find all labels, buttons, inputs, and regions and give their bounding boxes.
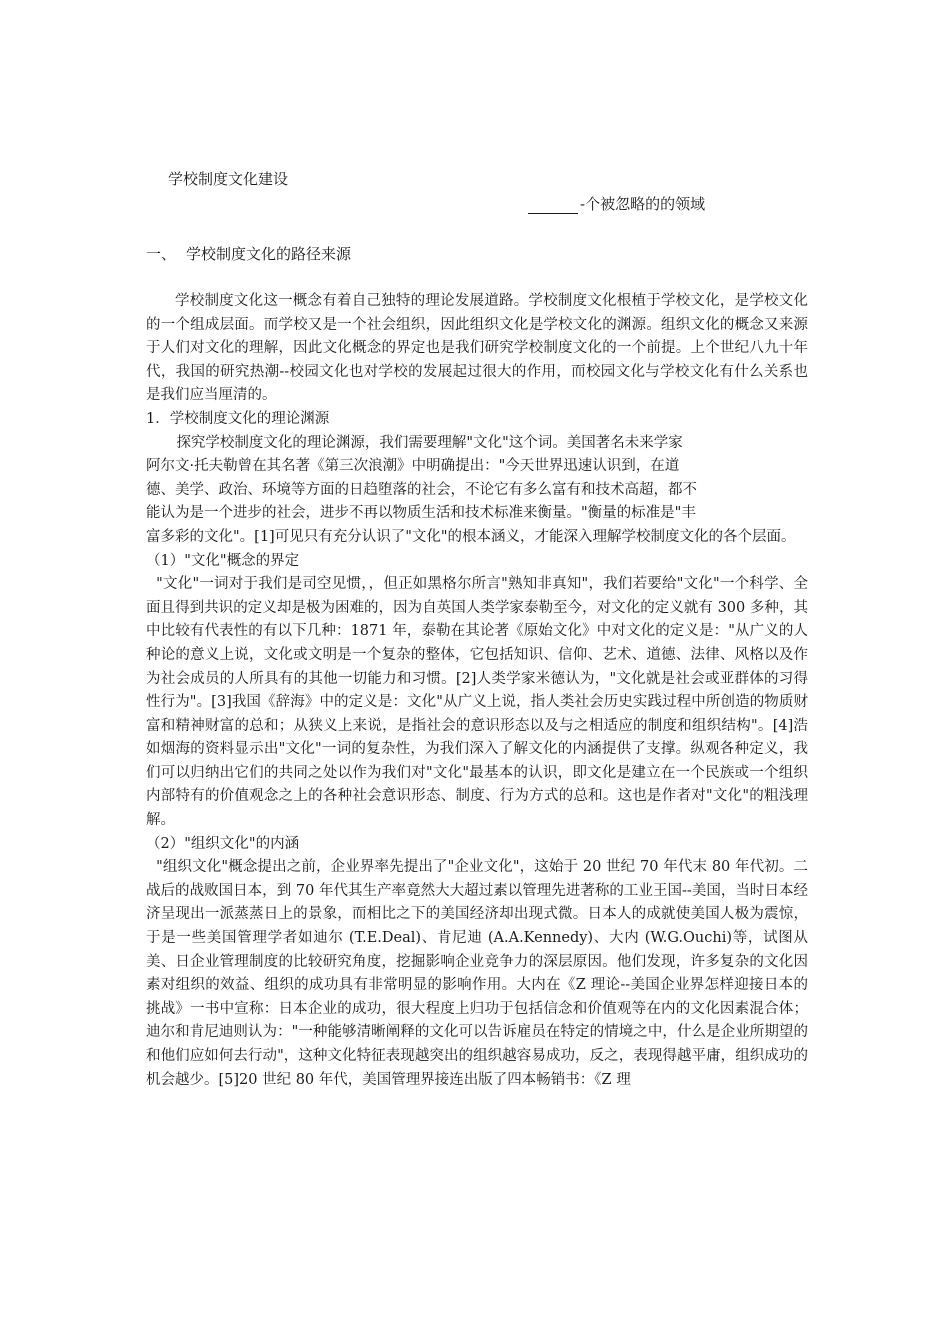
paragraph-line: 探究学校制度文化的理论渊源，我们需要理解"文化"这个词。美国著名未来学家 — [176, 434, 683, 451]
paragraph-line: 阿尔文·托夫勒曾在其名著《第三次浪潮》中明确提出："今天世界迅速认识到，在道 — [146, 458, 680, 475]
subtitle-text: -个被忽略的的领域 — [580, 195, 706, 213]
intro-paragraph: 学校制度文化这一概念有着自己独特的理论发展道路。学校制度文化根植于学校文化，是学校文化的一个组成层面。而学校又是一个社会组织，因此组织文化是学校文化的渊源。组织文化的概念又来源于人们对文化的理解，因此文化概念的界定也是我们研究学校制度文化的一个前提。上个世纪八九十年代，我国的研究热潮--校园文化也对学校的发展起过很大的作用，而校园文化与学校文化有什么关系也是我们应当厘清的。 — [146, 293, 808, 404]
document-body — [146, 290, 808, 1092]
paragraph-line: 能认为是一个进步的社会，进步不再以物质生活和技术标准来衡量。"衡量的标准是"丰 — [146, 505, 696, 522]
paragraph-culture-meaning: 富多彩的文化"。[1]可见只有充分认识了"文化"的根本涵义，才能深入理解学校制度文化的各个层面。 — [146, 528, 796, 545]
paragraph-line: 德、美学、政治、环境等方面的日趋堕落的社会，不论它有多么富有和技术高超，都不 — [146, 481, 697, 498]
section-title: 学校制度文化的路径来源 — [186, 245, 352, 263]
document-subtitle — [528, 193, 705, 214]
document-title: 学校制度文化建设 — [168, 170, 289, 188]
subtitle-blank-line — [528, 199, 578, 214]
subheading-theory-origin: 1．学校制度文化的理论渊源 — [146, 410, 330, 427]
paragraph-culture-definition: "文化"一词对于我们是司空见惯，，但正如黑格尔所言"熟知非真知"，我们若要给"文化"一个科学、全面且得到共识的定义却是极为困难的，因为自英国人类学家泰勒至今，对文化的定义就有 300 多种，其中比较有代表性的有以下几种：1871 年，泰勒在其论著《原始文化》中对文化的定义是："从广义的人种论的意义上说，文化或文明是一个复杂的整体，它包括知识、信仰、艺术、道德、法律、风格以及作为社会成员的人所具有的其他一切能力和习惯。[2]人类学家米德认为，"文化就是社会或亚群体的习得性行为"。[3]我国《辞海》中的定义是：文化"从广义上说，指人类社会历史实践过程中所创造的物质财富和精神财富的总和；从狭义上来说，是指社会的意识形态以及与之相适应的制度和组织结构"。[4]浩如烟海的资料显示出"文化"一词的复杂性，为我们深入了解文化的内涵提供了支撑。纵观各种定义，我们可以归纳出它们的共同之处以作为我们对"文化"最基本的认识，即文化是建立在一个民族或一个组织内部特有的价值观念之上的各种社会意识形态、制度、行为方式的总和。这也是作者对"文化"的粗浅理解。 — [146, 576, 808, 829]
subheading-culture-definition: （1）"文化"概念的界定 — [146, 552, 300, 569]
section-number: 一、 — [146, 245, 177, 263]
paragraph-organizational-culture: "组织文化"概念提出之前，企业界率先提出了"企业文化"，这始于 20 世纪 70 年代末 80 年代初。二战后的战败国日本，到 70 年代其生产率竟然大大超过素以管理先进著称的工业王国--美国，当时日本经济呈现出一派蒸蒸日上的景象，而相比之下的美国经济却出现式微。日本人的成就使美国人极为震惊，于是一些美国管理学者如迪尔 (T.E.Deal)、肯尼迪 (A.A.Kennedy)、大内 (W.G.Ouchi)等，试图从美、日企业管理制度的比较研究角度，挖掘影响企业竞争力的深层原因。他们发现，许多复杂的文化因素对组织的效益、组织的成功具有非常明显的影响作用。大内在《Z 理论--美国企业界怎样迎接日本的挑战》一书中宣称：日本企业的成功，很大程度上归功于包括信念和价值观等在内的文化因素混合体；迪尔和肯尼迪则认为："一种能够清晰阐释的文化可以告诉雇员在特定的情境之中，什么是企业所期望的和他们应如何去行动"，这种文化特征表现越突出的组织越容易成功，反之，表现得越平庸，组织成功的机会越少。[5]20 世纪 80 年代，美国管理界接连出版了四本畅销书：《Z 理 — [146, 859, 808, 1088]
subheading-organizational-culture: （2）"组织文化"的内涵 — [146, 835, 300, 852]
section-heading — [146, 243, 351, 264]
